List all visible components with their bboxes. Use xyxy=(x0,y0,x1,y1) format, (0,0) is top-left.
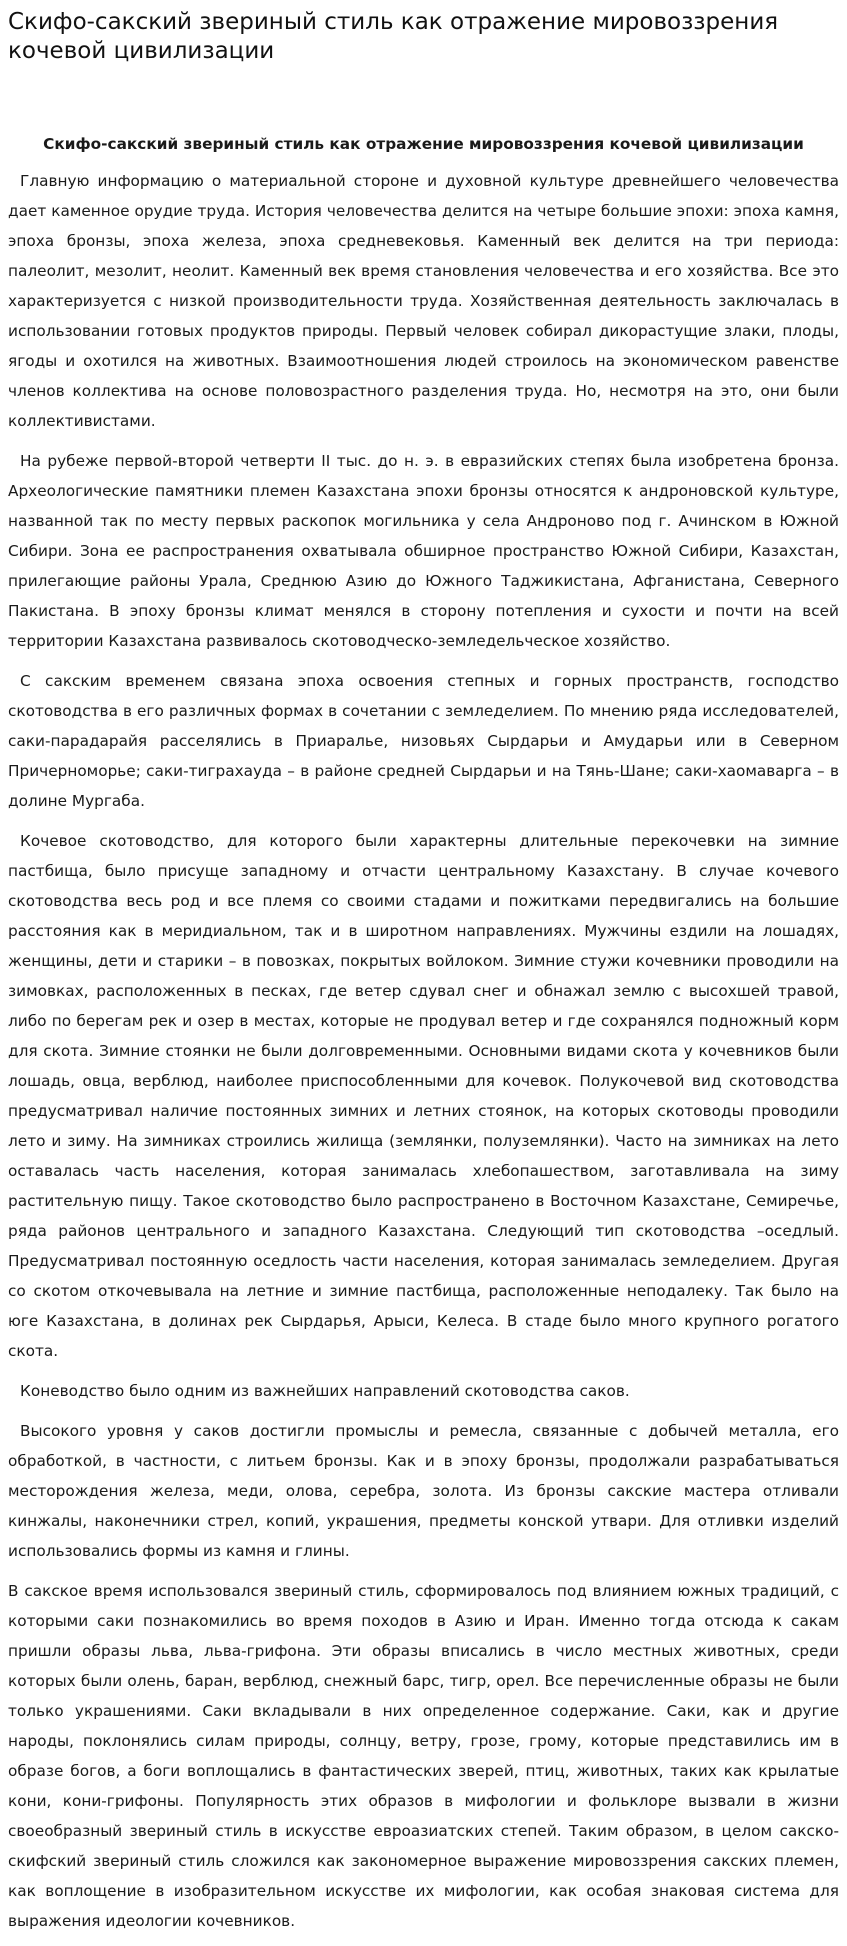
paragraph-crafts: Высокого уровня у саков достигли промыслы и ремесла, связанные с добычей металла, его обработкой, в частности, с литьем бронзы. Как и в эпоху бронзы, продолжали разрабатываться месторождения железа, меди, олова, серебра, золота. Из бронзы сакские мастера отливали кинжалы, наконечники стрел, копий, украшения, предметы конской утвари. Для отливки изделий использовались формы из камня и глины. xyxy=(8,1422,839,1560)
paragraph-saka-period: С сакским временем связана эпоха освоения степных и горных пространств, господство скотоводства в его различных формах в сочетании с земледелием. По мнению ряда исследователей, саки-парадарайя расселялись в Приаралье, низовьях Сырдарьи и Амударьи или в Северном Причерноморье; саки-тиграхауда – в районе средней Сырдарьи и на Тянь-Шане; саки-хаомаварга – в долине Мургаба. xyxy=(8,672,839,810)
page-title: Скифо-сакский звериный стиль как отражение мировоззрения кочевой цивилизации xyxy=(8,9,779,64)
paragraph-nomadic-herding: Кочевое скотоводство, для которого были характерны длительные перекочевки на зимние пастбища, было присуще западному и отчасти центральному Казахстану. В случае кочевого скотоводства весь род и все племя со своими стадами и пожитками передвигались на большие расстояния как в меридиальном, так и в широтном направлениях. Мужчины ездили на лошадях, женщины, дети и старики – в повозках, покрытых войлоком. Зимние стужи кочевники проводили на зимовках, расположенных в песках, где ветер сдувал снег и обнажал землю с высохшей травой, либо по берегам рек и озер в местах, которые не продувал ветер и где сохранялся подножный корм для скота. Зимние стоянки не были долговременными. Основными видами скота у кочевников были лошадь, овца, верблюд, наиболее приспособленными для кочевок. Полукочевой вид скотоводства предусматривал наличие постоянных зимних и летних стоянок, на которых скотоводы проводили лето и зиму. На зимниках строились жилища (землянки, полуземлянки). Часто на зимниках на лето оставалась часть населения, которая занималась хлебопашеством, заготавливала на зиму растительную пищу. Такое скотоводство было распространено в Восточном Казахстане, Семиречье, ряда районов центрального и западного Казахстана. Следующий тип скотоводства –оседлый. Предусматривал постоянную оседлость части населения, которая занималась земледелием. Другая со скотом откочевывала на летние и зимние пастбища, расположенные неподалеку. Так было на юге Казахстана, в долинах рек Сырдарья, Арыси, Келеса. В стаде было много крупного рогатого скота. xyxy=(8,832,839,1360)
paragraph-horse-breeding: Коневодство было одним из важнейших направлений скотоводства саков. xyxy=(20,1382,630,1400)
article-body xyxy=(8,134,839,1946)
paragraph-stone-age: Главную информацию о материальной стороне и духовной культуре древнейшего человечества дает каменное орудие труда. История человечества делится на четыре большие эпохи: эпоха камня, эпоха бронзы, эпоха железа, эпоха средневековья. Каменный век делится на три периода: палеолит, мезолит, неолит. Каменный век время становления человечества и его хозяйства. Все это характеризуется с низкой производительности труда. Хозяйственная деятельность заключалась в использовании готовых продуктов природы. Первый человек собирал дикорастущие злаки, плоды, ягоды и охотился на животных. Взаимоотношения людей строилось на экономическом равенстве членов коллектива на основе половозрастного разделения труда. Но, несмотря на это, они были коллективистами. xyxy=(8,172,839,430)
paragraph-bronze-age: На рубеже первой-второй четверти II тыс. до н. э. в евразийских степях была изобретена бронза. Археологические памятники племен Казахстана эпохи бронзы относятся к андроновской культуре, названной так по месту первых раскопок могильника у села Андроново под г. Ачинском в Южной Сибири. Зона ее распространения охватывала обширное пространство Южной Сибири, Казахстан, прилегающие районы Урала, Среднюю Азию до Южного Таджикистана, Афганистана, Северного Пакистана. В эпоху бронзы климат менялся в сторону потепления и сухости и почти на всей территории Казахстана развивалось скотоводческо-земледельческое хозяйство. xyxy=(8,452,839,650)
paragraph-animal-style: В сакское время использовался звериный стиль, сформировалось под влиянием южных традиций, с которыми саки познакомились во время походов в Азию и Иран. Именно тогда отсюда к сакам пришли образы льва, льва-грифона. Эти образы вписались в число местных животных, среди которых были олень, баран, верблюд, снежный барс, тигр, орел. Все перечисленные образы не были только украшениями. Саки вкладывали в них определенное содержание. Саки, как и другие народы, поклонялись силам природы, солнцу, ветру, грозе, грому, которые представились им в образе богов, а боги воплощались в фантастических зверей, птиц, животных, таких как крылатые кони, кони-грифоны. Популярность этих образов в мифологии и фольклоре вызвали в жизни своеобразный звериный стиль в искусстве евроазиатских степей. Таким образом, в целом сакско-скифский звериный стиль сложился как закономерное выражение мировоззрения сакских племен, как воплощение в изобразительном искусстве их мифологии, как особая знаковая система для выражения идеологии кочевников. xyxy=(8,1582,839,1930)
article-heading: Скифо-сакский звериный стиль как отражение мировоззрения кочевой цивилизации xyxy=(43,135,804,153)
